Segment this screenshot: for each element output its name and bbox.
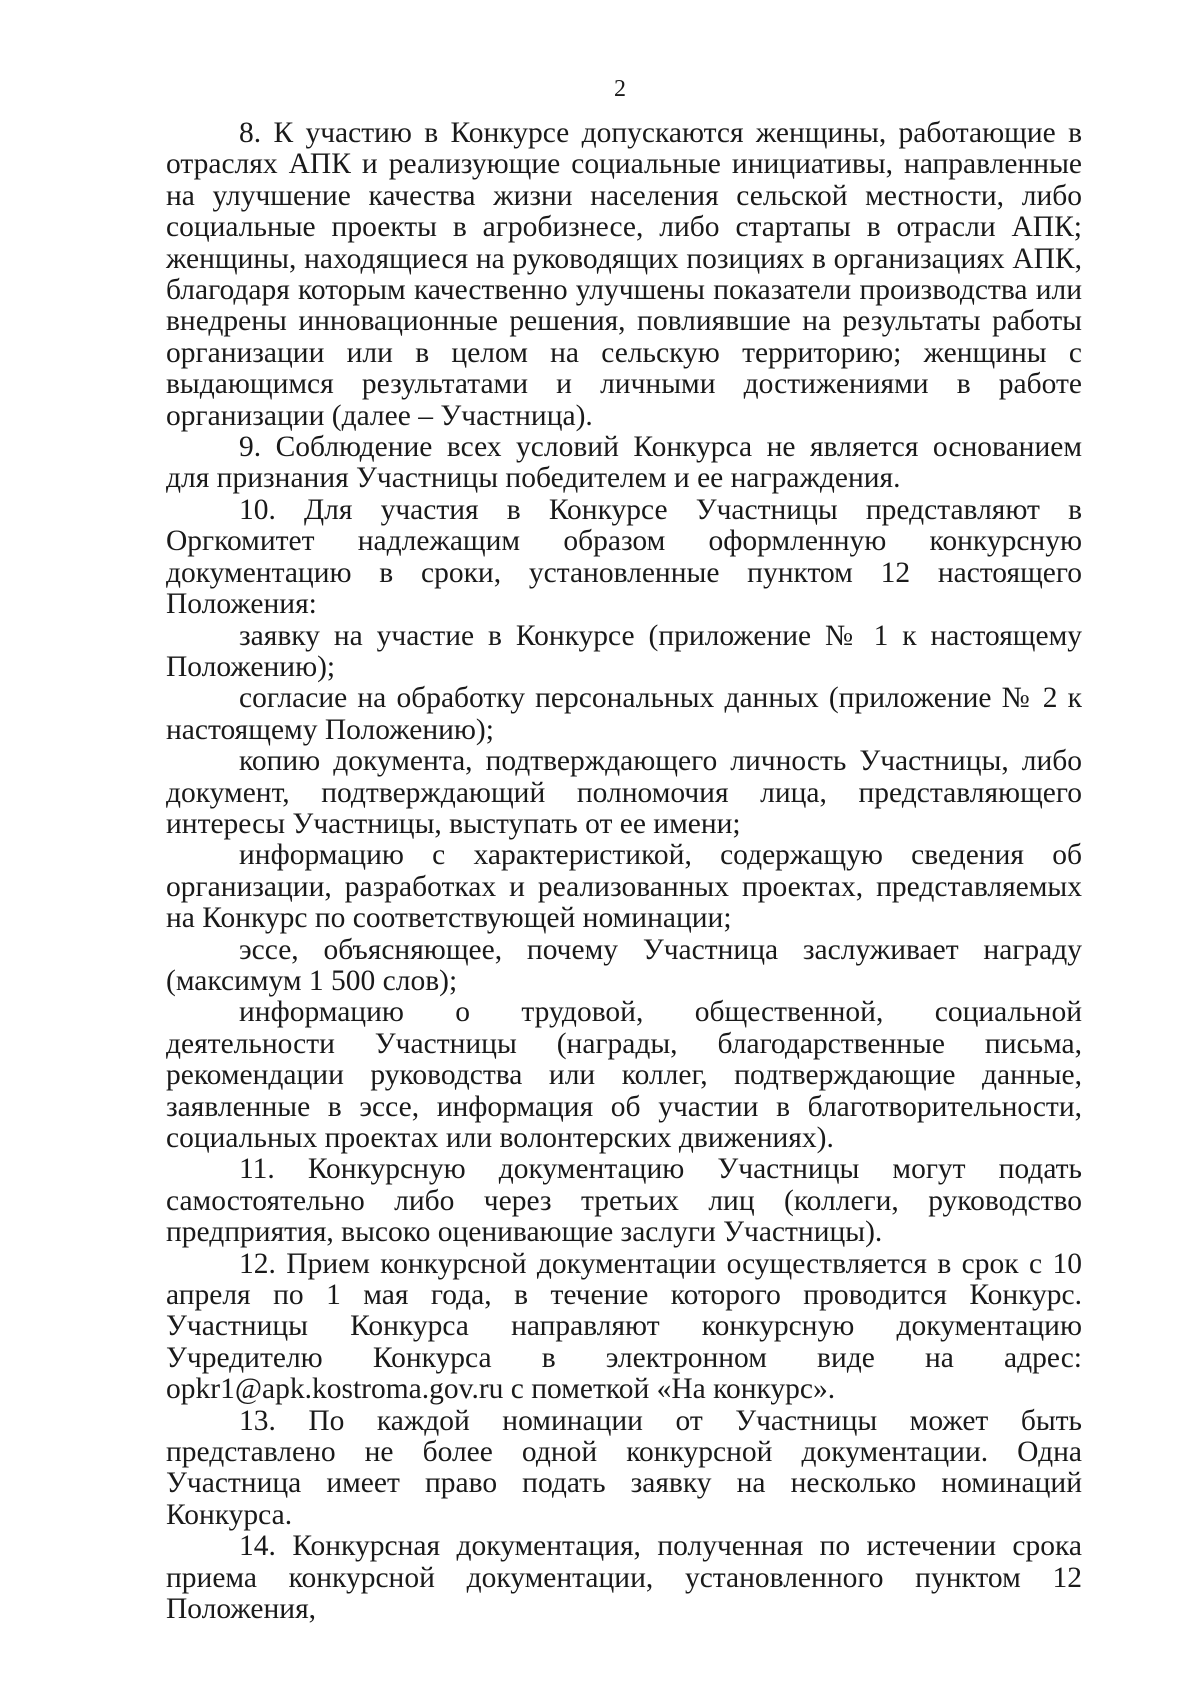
paragraph-12: 12. Прием конкурсной документации осуществляется в срок с 10 апреля по 1 мая года, в течение которого проводится Конкурс. Участницы Конкурса направляют конкурсную документацию Учредителю Конкурса в электронном виде на адрес: opkr1@apk.kostroma.gov.ru с пометкой «На конкурс». (166, 1247, 1082, 1406)
paragraph-11: 11. Конкурсную документацию Участницы могут подать самостоятельно либо через третьих лиц (коллеги, руководство предприятия, высоко оценивающие заслуги Участницы). (166, 1153, 1082, 1249)
list-item-consent: согласие на обработку персональных данных (приложение № 2 к настоящему Положению); (166, 682, 1082, 746)
list-item-application: заявку на участие в Конкурсе (приложение № 1 к настоящему Положению); (166, 619, 1082, 683)
list-item-activity-info: информацию о трудовой, общественной, социальной деятельности Участницы (награды, благодарственные письма, рекомендации руководства или коллег, подтверждающие данные, заявленные в эссе, информация об участии в благотворительности, социальных проектах или волонтерских движениях). (166, 996, 1082, 1154)
paragraph-9: 9. Соблюдение всех условий Конкурса не является основанием для признания Участницы победителем и ее награждения. (166, 431, 1082, 495)
list-item-characteristics: информацию с характеристикой, содержащую сведения об организации, разработках и реализованных проектах, представляемых на Конкурс по соответствующей номинации; (166, 839, 1082, 935)
paragraph-10: 10. Для участия в Конкурсе Участницы представляют в Оргкомитет надлежащим образом оформленную конкурсную документацию в сроки, установленные пунктом 12 настоящего Положения: (166, 493, 1082, 621)
paragraph-14: 14. Конкурсная документация, полученная по истечении срока приема конкурсной документации, установленного пунктом 12 Положения, (166, 1530, 1082, 1626)
document-body (166, 118, 1082, 1626)
paragraph-8: 8. К участию в Конкурсе допускаются женщины, работающие в отраслях АПК и реализующие социальные инициативы, направленные на улучшение качества жизни населения сельской местности, либо социальные проекты в агробизнесе, либо стартапы в отрасли АПК; женщины, находящиеся на руководящих позициях в организациях АПК, благодаря которым качественно улучшены показатели производства или внедрены инновационные решения, повлиявшие на результаты работы организации или в целом на сельскую территорию; женщины с выдающимся результатами и личными достижениями в работе организации (далее – Участница). (166, 117, 1082, 432)
page-number: 2 (614, 76, 626, 102)
paragraph-13: 13. По каждой номинации от Участницы может быть представлено не более одной конкурсной документации. Одна Участница имеет право подать заявку на несколько номинаций Конкурса. (166, 1404, 1082, 1531)
list-item-essay: эссе, объясняющее, почему Участница заслуживает награду (максимум 1 500 слов); (166, 933, 1082, 997)
list-item-identity-document: копию документа, подтверждающего личность Участницы, либо документ, подтверждающий полномочия лица, представляющего интересы Участницы, выступать от ее имени; (166, 745, 1082, 840)
